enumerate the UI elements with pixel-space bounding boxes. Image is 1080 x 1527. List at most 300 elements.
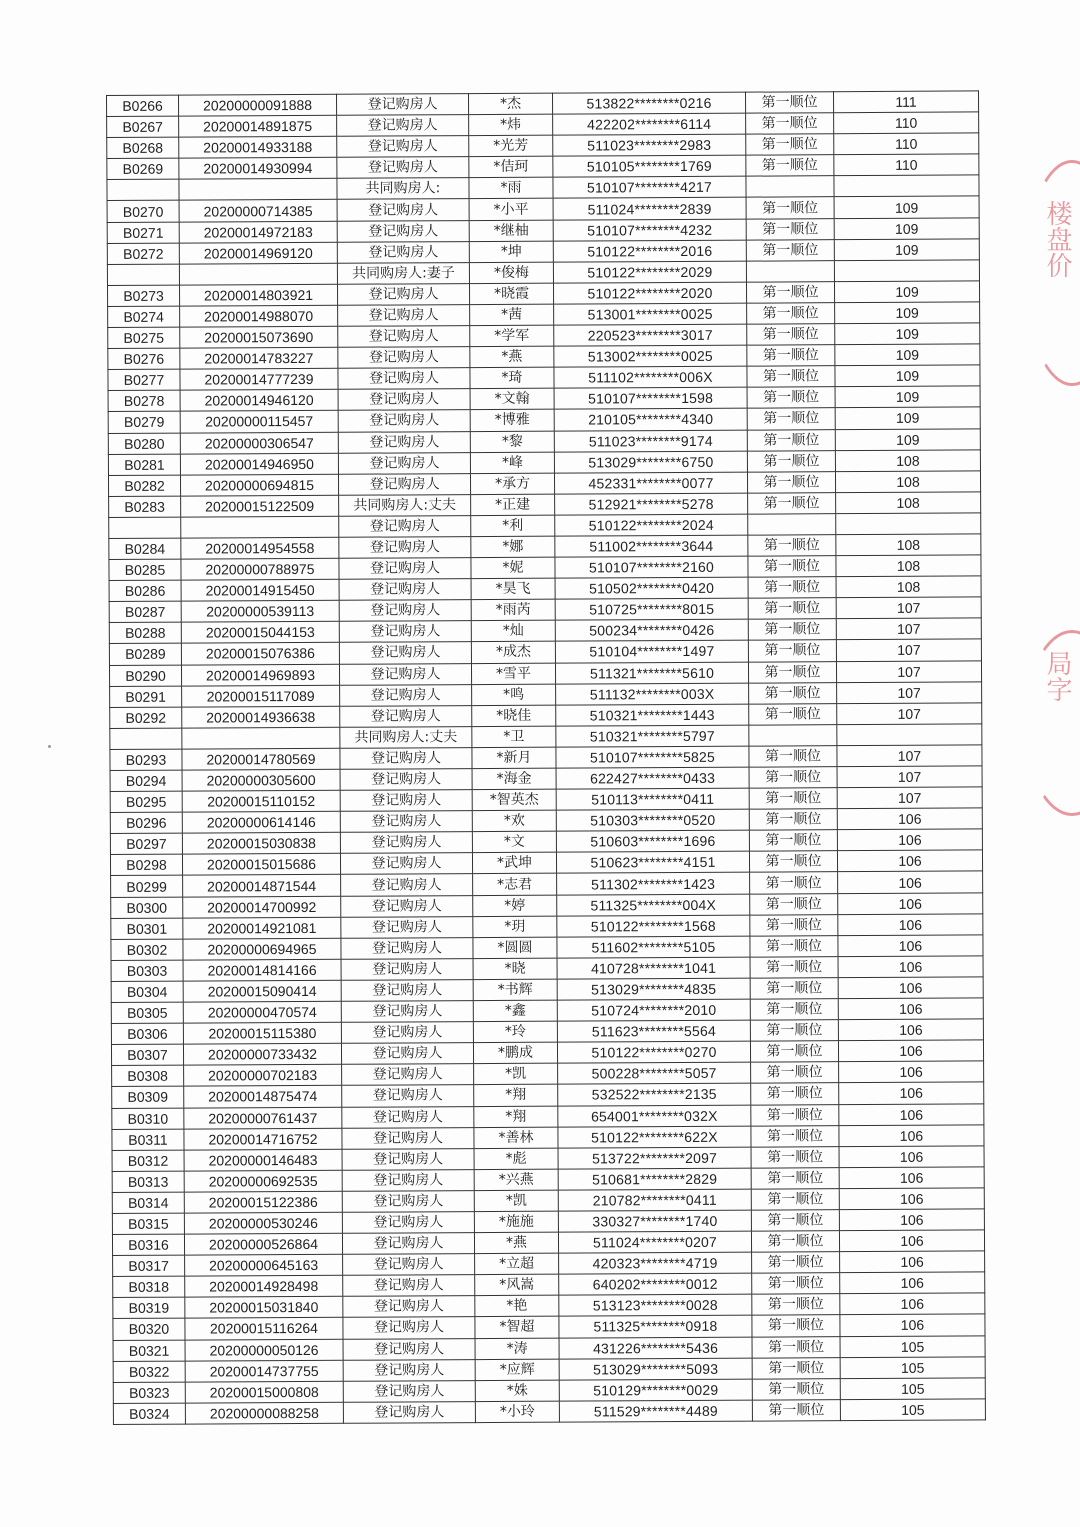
certificate-number-cell: 20200014716752 <box>184 1128 342 1150</box>
buyer-role-cell: 登记购房人 <box>342 1212 474 1234</box>
buyer-name-cell: *正建 <box>471 494 555 516</box>
roster-body <box>107 91 986 1424</box>
buyer-name-cell: *鸣 <box>472 684 556 706</box>
buyer-name-cell: *晓佳 <box>472 705 556 727</box>
certificate-number-cell: 20200000050126 <box>185 1339 343 1361</box>
scan-speck <box>48 745 51 748</box>
buyer-role-cell: 登记购房人 <box>338 326 470 348</box>
priority-order-cell: 第一顺位 <box>752 1399 840 1421</box>
priority-order-cell: 第一顺位 <box>748 577 836 599</box>
seq-number-cell: B0282 <box>108 475 180 496</box>
id-number-cell: 410728********1041 <box>557 957 750 979</box>
buyer-name-cell: *施施 <box>474 1211 558 1233</box>
seq-number-cell: B0287 <box>109 601 181 622</box>
certificate-number-cell: 20200014928498 <box>185 1276 343 1298</box>
priority-order-cell: 第一顺位 <box>748 556 836 578</box>
certificate-number-cell: 20200015030838 <box>182 833 340 855</box>
id-number-cell: 510107********4217 <box>553 177 746 199</box>
seq-number-cell: B0301 <box>111 918 183 939</box>
seq-number-cell: B0293 <box>110 749 182 770</box>
id-number-cell: 510303********0520 <box>556 809 749 831</box>
score-cell: 105 <box>840 1378 985 1400</box>
id-number-cell: 510113********0411 <box>556 788 749 810</box>
seq-number-cell: B0306 <box>111 1023 183 1044</box>
buyer-role-cell: 登记购房人 <box>340 790 472 812</box>
id-number-cell: 510321********1443 <box>556 704 749 726</box>
priority-order-cell: 第一顺位 <box>748 661 836 683</box>
score-cell: 110 <box>834 154 979 176</box>
buyer-role-cell: 登记购房人 <box>343 1317 475 1339</box>
buyer-role-cell: 登记购房人 <box>342 1233 474 1255</box>
score-cell: 106 <box>838 892 983 914</box>
certificate-number-cell: 20200015073690 <box>180 326 338 348</box>
certificate-number-cell: 20200015110152 <box>182 790 340 812</box>
id-number-cell: 511023********9174 <box>554 430 747 452</box>
buyer-name-cell: *炜 <box>469 114 553 136</box>
priority-order-cell: 第一顺位 <box>751 1083 839 1105</box>
score-cell: 106 <box>840 1293 985 1315</box>
id-number-cell: 511325********004X <box>557 894 750 916</box>
buyer-name-cell: *凯 <box>474 1063 558 1085</box>
score-cell: 109 <box>835 323 980 345</box>
seq-number-cell: B0285 <box>109 559 181 580</box>
id-number-cell: 640202********0012 <box>559 1273 752 1295</box>
buyer-role-cell: 登记购房人 <box>336 94 468 116</box>
score-cell: 109 <box>835 407 980 429</box>
id-number-cell: 510107********5825 <box>556 746 749 768</box>
buyer-name-cell: *雨芮 <box>471 599 555 621</box>
seq-number-cell <box>110 728 182 749</box>
score-cell: 107 <box>836 597 981 619</box>
buyer-role-cell: 登记购房人 <box>343 1275 475 1297</box>
priority-order-cell: 第一顺位 <box>750 914 838 936</box>
seq-number-cell: B0276 <box>108 348 180 369</box>
buyer-name-cell: *鹏成 <box>473 1042 557 1064</box>
buyer-name-cell: *燕 <box>470 346 554 368</box>
buyer-role-cell: 登记购房人 <box>341 916 473 938</box>
id-number-cell: 510122********1568 <box>557 915 750 937</box>
score-cell: 106 <box>839 1146 984 1168</box>
buyer-name-cell: *成杰 <box>471 642 555 664</box>
score-cell: 109 <box>835 344 980 366</box>
buyer-name-cell: *峰 <box>470 452 554 474</box>
buyer-name-cell: *灿 <box>471 620 555 642</box>
buyer-name-cell: *玲 <box>473 1021 557 1043</box>
buyer-role-cell: 登记购房人 <box>338 368 470 390</box>
seq-number-cell: B0271 <box>107 222 179 243</box>
seq-number-cell: B0321 <box>113 1340 185 1361</box>
buyer-role-cell: 登记购房人 <box>339 600 471 622</box>
buyer-name-cell: *继柚 <box>469 220 553 242</box>
buyer-role-cell: 登记购房人 <box>337 136 469 158</box>
buyer-name-cell: *应辉 <box>475 1359 559 1381</box>
priority-order-cell <box>748 514 836 536</box>
certificate-number-cell: 20200000091888 <box>179 94 337 116</box>
priority-order-cell: 第一顺位 <box>748 598 836 620</box>
certificate-number-cell: 20200000694815 <box>180 474 338 496</box>
id-number-cell: 513001********0025 <box>554 303 747 325</box>
score-cell: 106 <box>839 1188 984 1210</box>
score-cell: 107 <box>837 787 982 809</box>
buyer-name-cell: *文 <box>472 831 556 853</box>
id-number-cell: 511024********0207 <box>558 1231 751 1253</box>
id-number-cell: 511024********2839 <box>553 198 746 220</box>
buyer-role-cell: 共同购房人:妻子 <box>337 262 469 284</box>
seq-number-cell: B0305 <box>111 1002 183 1023</box>
seq-number-cell: B0288 <box>109 622 181 643</box>
priority-order-cell: 第一顺位 <box>749 809 837 831</box>
certificate-number-cell: 20200015122386 <box>184 1191 342 1213</box>
buyer-name-cell: *燕 <box>474 1232 558 1254</box>
buyer-name-cell: *学军 <box>470 325 554 347</box>
seq-number-cell: B0318 <box>113 1276 185 1297</box>
id-number-cell: 511002********3644 <box>555 535 748 557</box>
certificate-number-cell <box>182 727 340 749</box>
priority-order-cell: 第一顺位 <box>750 957 838 979</box>
score-cell: 107 <box>837 682 982 704</box>
priority-order-cell: 第一顺位 <box>751 1062 839 1084</box>
buyer-role-cell: 登记购房人 <box>343 1254 475 1276</box>
buyer-role-cell: 登记购房人 <box>343 1380 475 1402</box>
buyer-roster-table <box>106 90 986 1424</box>
seq-number-cell: B0316 <box>112 1234 184 1255</box>
id-number-cell: 654001********032X <box>558 1105 751 1127</box>
buyer-name-cell: *圆圆 <box>473 937 557 959</box>
buyer-role-cell: 登记购房人 <box>339 558 471 580</box>
seq-number-cell: B0317 <box>113 1255 185 1276</box>
certificate-number-cell: 20200000088258 <box>185 1402 343 1424</box>
buyer-role-cell: 登记购房人 <box>340 705 472 727</box>
buyer-name-cell: *雨 <box>469 178 553 200</box>
certificate-number-cell: 20200014946120 <box>180 390 338 412</box>
id-number-cell: 511321********5610 <box>555 662 748 684</box>
priority-order-cell: 第一顺位 <box>750 893 838 915</box>
priority-order-cell: 第一顺位 <box>746 113 834 135</box>
id-number-cell: 513029********4835 <box>557 978 750 1000</box>
id-number-cell: 500234********0426 <box>555 619 748 641</box>
buyer-role-cell: 登记购房人 <box>342 1064 474 1086</box>
priority-order-cell: 第一顺位 <box>746 239 834 261</box>
score-cell: 106 <box>839 1209 984 1231</box>
buyer-name-cell: *武坤 <box>472 853 556 875</box>
priority-order-cell: 第一顺位 <box>748 535 836 557</box>
certificate-number-cell: 20200014891875 <box>179 115 337 137</box>
score-cell: 109 <box>835 365 980 387</box>
certificate-number-cell: 20200014871544 <box>183 875 341 897</box>
buyer-role-cell: 登记购房人 <box>338 410 470 432</box>
priority-order-cell: 第一顺位 <box>747 345 835 367</box>
score-cell: 106 <box>838 1019 983 1041</box>
id-number-cell: 210105********4340 <box>554 409 747 431</box>
score-cell: 106 <box>839 1125 984 1147</box>
buyer-name-cell: *海金 <box>472 768 556 790</box>
buyer-name-cell: *新月 <box>472 747 556 769</box>
priority-order-cell: 第一顺位 <box>747 324 835 346</box>
id-number-cell: 510681********2829 <box>558 1168 751 1190</box>
buyer-role-cell: 登记购房人 <box>341 937 473 959</box>
score-cell: 106 <box>839 1103 984 1125</box>
id-number-cell: 510623********4151 <box>556 852 749 874</box>
buyer-name-cell: *琦 <box>470 367 554 389</box>
certificate-number-cell: 20200014969893 <box>181 664 339 686</box>
score-cell: 108 <box>835 450 980 472</box>
id-number-cell: 220523********3017 <box>554 324 747 346</box>
buyer-name-cell: *黎 <box>470 431 554 453</box>
score-cell: 106 <box>837 829 982 851</box>
score-cell: 107 <box>837 745 982 767</box>
seq-number-cell: B0319 <box>113 1297 185 1318</box>
certificate-number-cell: 20200014969120 <box>179 242 337 264</box>
certificate-number-cell: 20200014946950 <box>180 453 338 475</box>
priority-order-cell: 第一顺位 <box>749 703 837 725</box>
buyer-name-cell: *凯 <box>474 1190 558 1212</box>
buyer-role-cell: 登记购房人 <box>341 1001 473 1023</box>
id-number-cell: 420323********4719 <box>559 1252 752 1274</box>
priority-order-cell: 第一顺位 <box>751 1104 839 1126</box>
buyer-role-cell: 登记购房人 <box>341 1022 473 1044</box>
id-number-cell: 513029********6750 <box>554 451 747 473</box>
certificate-number-cell: 20200000694965 <box>183 938 341 960</box>
buyer-name-cell: *欢 <box>472 810 556 832</box>
certificate-number-cell: 20200014737755 <box>185 1360 343 1382</box>
buyer-role-cell: 登记购房人 <box>342 1148 474 1170</box>
priority-order-cell: 第一顺位 <box>750 935 838 957</box>
certificate-number-cell: 20200014954558 <box>181 537 339 559</box>
buyer-name-cell: *茜 <box>470 304 554 326</box>
id-number-cell: 511325********0918 <box>559 1316 752 1338</box>
priority-order-cell: 第一顺位 <box>746 134 834 156</box>
buyer-role-cell: 登记购房人 <box>338 305 470 327</box>
id-number-cell: 510122********0270 <box>557 1041 750 1063</box>
priority-order-cell: 第一顺位 <box>747 366 835 388</box>
certificate-number-cell: 20200000714385 <box>179 200 337 222</box>
score-cell: 108 <box>835 471 980 493</box>
buyer-name-cell: *姝 <box>475 1380 559 1402</box>
seq-number-cell: B0279 <box>108 412 180 433</box>
score-cell: 106 <box>838 871 983 893</box>
priority-order-cell: 第一顺位 <box>752 1252 840 1274</box>
buyer-role-cell: 共同购房人: <box>337 178 469 200</box>
certificate-number-cell: 20200014700992 <box>183 896 341 918</box>
priority-order-cell: 第一顺位 <box>748 619 836 641</box>
priority-order-cell: 第一顺位 <box>747 303 835 325</box>
priority-order-cell <box>746 176 834 198</box>
certificate-number-cell: 20200014814166 <box>183 959 341 981</box>
seq-number-cell: B0270 <box>107 201 179 222</box>
seq-number-cell: B0266 <box>107 95 179 116</box>
buyer-name-cell: *佶珂 <box>469 156 553 178</box>
buyer-name-cell: *兴燕 <box>474 1169 558 1191</box>
certificate-number-cell: 20200015000808 <box>185 1381 343 1403</box>
priority-order-cell: 第一顺位 <box>751 1167 839 1189</box>
buyer-role-cell: 登记购房人 <box>343 1338 475 1360</box>
seq-number-cell: B0308 <box>112 1065 184 1086</box>
id-number-cell: 510107********2160 <box>555 556 748 578</box>
certificate-number-cell: 20200015090414 <box>183 980 341 1002</box>
score-cell: 111 <box>833 91 978 113</box>
buyer-role-cell: 登记购房人 <box>339 579 471 601</box>
id-number-cell: 510122********622X <box>558 1126 751 1148</box>
buyer-name-cell: *娜 <box>471 536 555 558</box>
certificate-number-cell: 20200015115380 <box>183 1022 341 1044</box>
certificate-number-cell <box>179 263 337 285</box>
seq-number-cell: B0294 <box>110 770 182 791</box>
score-cell: 109 <box>834 281 979 303</box>
priority-order-cell: 第一顺位 <box>752 1357 840 1379</box>
score-cell: 106 <box>839 1230 984 1252</box>
certificate-number-cell: 20200014777239 <box>180 369 338 391</box>
id-number-cell: 330327********1740 <box>558 1210 751 1232</box>
buyer-name-cell: *涛 <box>475 1338 559 1360</box>
score-cell: 107 <box>836 660 981 682</box>
id-number-cell: 622427********0433 <box>556 767 749 789</box>
buyer-name-cell: *妮 <box>471 557 555 579</box>
score-cell: 105 <box>840 1335 985 1357</box>
id-number-cell: 431226********5436 <box>559 1337 752 1359</box>
seq-number-cell: B0267 <box>107 116 179 137</box>
priority-order-cell: 第一顺位 <box>747 387 835 409</box>
seq-number-cell: B0277 <box>108 369 180 390</box>
score-cell: 106 <box>840 1314 985 1336</box>
certificate-number-cell: 20200014915450 <box>181 579 339 601</box>
priority-order-cell: 第一顺位 <box>749 830 837 852</box>
certificate-number-cell: 20200000702183 <box>184 1065 342 1087</box>
buyer-role-cell: 登记购房人 <box>340 853 472 875</box>
buyer-role-cell: 登记购房人 <box>337 157 469 179</box>
priority-order-cell: 第一顺位 <box>750 978 838 1000</box>
certificate-number-cell: 20200014972183 <box>179 221 337 243</box>
certificate-number-cell: 20200000305600 <box>182 769 340 791</box>
score-cell: 109 <box>835 386 980 408</box>
table-row <box>113 1399 985 1425</box>
certificate-number-cell: 20200000692535 <box>184 1170 342 1192</box>
seq-number-cell: B0313 <box>112 1171 184 1192</box>
priority-order-cell: 第一顺位 <box>751 1189 839 1211</box>
priority-order-cell: 第一顺位 <box>750 872 838 894</box>
buyer-name-cell: *小平 <box>469 199 553 221</box>
score-cell: 107 <box>836 618 981 640</box>
priority-order-cell: 第一顺位 <box>750 1020 838 1042</box>
buyer-name-cell: *风嵩 <box>475 1274 559 1296</box>
score-cell: 106 <box>837 808 982 830</box>
id-number-cell: 511529********4489 <box>559 1400 752 1422</box>
buyer-role-cell: 登记购房人 <box>342 1085 474 1107</box>
seq-number-cell: B0303 <box>111 960 183 981</box>
id-number-cell: 512921********5278 <box>555 493 748 515</box>
buyer-role-cell: 登记购房人 <box>340 832 472 854</box>
id-number-cell: 510122********2016 <box>553 240 746 262</box>
seq-number-cell: B0292 <box>110 707 182 728</box>
buyer-role-cell: 登记购房人 <box>342 1127 474 1149</box>
seq-number-cell: B0295 <box>110 791 182 812</box>
id-number-cell: 510122********2024 <box>555 514 748 536</box>
seq-number-cell: B0307 <box>111 1044 183 1065</box>
buyer-role-cell: 登记购房人 <box>338 389 470 411</box>
certificate-number-cell: 20200014783227 <box>180 347 338 369</box>
score-cell: 110 <box>834 112 979 134</box>
seq-number-cell: B0290 <box>109 665 181 686</box>
buyer-role-cell: 登记购房人 <box>339 621 471 643</box>
priority-order-cell: 第一顺位 <box>747 408 835 430</box>
score-cell: 106 <box>839 1082 984 1104</box>
priority-order-cell: 第一顺位 <box>746 282 834 304</box>
buyer-name-cell: *坤 <box>469 241 553 263</box>
buyer-name-cell: *翔 <box>474 1085 558 1107</box>
score-cell: 106 <box>839 1061 984 1083</box>
score-cell: 106 <box>837 850 982 872</box>
score-cell <box>837 724 982 746</box>
seq-number-cell <box>107 264 179 285</box>
score-cell: 109 <box>834 217 979 239</box>
certificate-number-cell: 20200000733432 <box>183 1043 341 1065</box>
id-number-cell: 210782********0411 <box>558 1189 751 1211</box>
id-number-cell: 510105********1769 <box>553 155 746 177</box>
buyer-role-cell: 登记购房人 <box>338 452 470 474</box>
buyer-name-cell: *卫 <box>472 726 556 748</box>
id-number-cell: 513123********0028 <box>559 1294 752 1316</box>
certificate-number-cell: 20200014930994 <box>179 158 337 180</box>
certificate-number-cell: 20200014803921 <box>179 284 337 306</box>
buyer-name-cell: *彪 <box>474 1148 558 1170</box>
id-number-cell: 513822********0216 <box>552 92 745 114</box>
priority-order-cell: 第一顺位 <box>746 197 834 219</box>
certificate-number-cell: 20200015116264 <box>185 1318 343 1340</box>
score-cell: 107 <box>836 639 981 661</box>
priority-order-cell: 第一顺位 <box>746 218 834 240</box>
id-number-cell: 513002********0025 <box>554 345 747 367</box>
buyer-name-cell: *玥 <box>473 916 557 938</box>
priority-order-cell <box>746 260 834 282</box>
id-number-cell: 510603********1696 <box>556 830 749 852</box>
seq-number-cell: B0291 <box>110 686 182 707</box>
score-cell <box>834 175 979 197</box>
buyer-name-cell: *晓霞 <box>469 283 553 305</box>
score-cell: 107 <box>837 703 982 725</box>
priority-order-cell: 第一顺位 <box>751 1125 839 1147</box>
score-cell: 109 <box>834 196 979 218</box>
buyer-role-cell: 登记购房人 <box>338 347 470 369</box>
score-cell <box>836 513 981 535</box>
seq-number-cell: B0278 <box>108 390 180 411</box>
priority-order-cell: 第一顺位 <box>749 788 837 810</box>
certificate-number-cell: 20200000614146 <box>182 811 340 833</box>
id-number-cell: 510107********1598 <box>554 387 747 409</box>
score-cell: 108 <box>836 555 981 577</box>
seq-number-cell: B0315 <box>112 1213 184 1234</box>
priority-order-cell: 第一顺位 <box>748 492 836 514</box>
id-number-cell: 511132********003X <box>556 683 749 705</box>
buyer-name-cell: *杰 <box>468 93 552 115</box>
buyer-role-cell: 登记购房人 <box>338 431 470 453</box>
id-number-cell: 510725********8015 <box>555 598 748 620</box>
buyer-role-cell: 登记购房人 <box>337 115 469 137</box>
id-number-cell: 510104********1497 <box>555 641 748 663</box>
buyer-name-cell: *晓 <box>473 958 557 980</box>
certificate-number-cell: 20200000115457 <box>180 411 338 433</box>
certificate-number-cell <box>179 179 337 201</box>
buyer-name-cell: *婷 <box>473 895 557 917</box>
id-number-cell: 452331********0077 <box>554 472 747 494</box>
seq-number-cell: B0304 <box>111 981 183 1002</box>
id-number-cell: 513722********2097 <box>558 1147 751 1169</box>
seq-number-cell: B0302 <box>111 939 183 960</box>
buyer-role-cell: 登记购房人 <box>343 1401 475 1423</box>
seq-number-cell: B0299 <box>111 876 183 897</box>
seq-number-cell: B0323 <box>113 1382 185 1403</box>
buyer-name-cell: *智英杰 <box>472 789 556 811</box>
score-cell: 106 <box>838 935 983 957</box>
priority-order-cell: 第一顺位 <box>749 767 837 789</box>
